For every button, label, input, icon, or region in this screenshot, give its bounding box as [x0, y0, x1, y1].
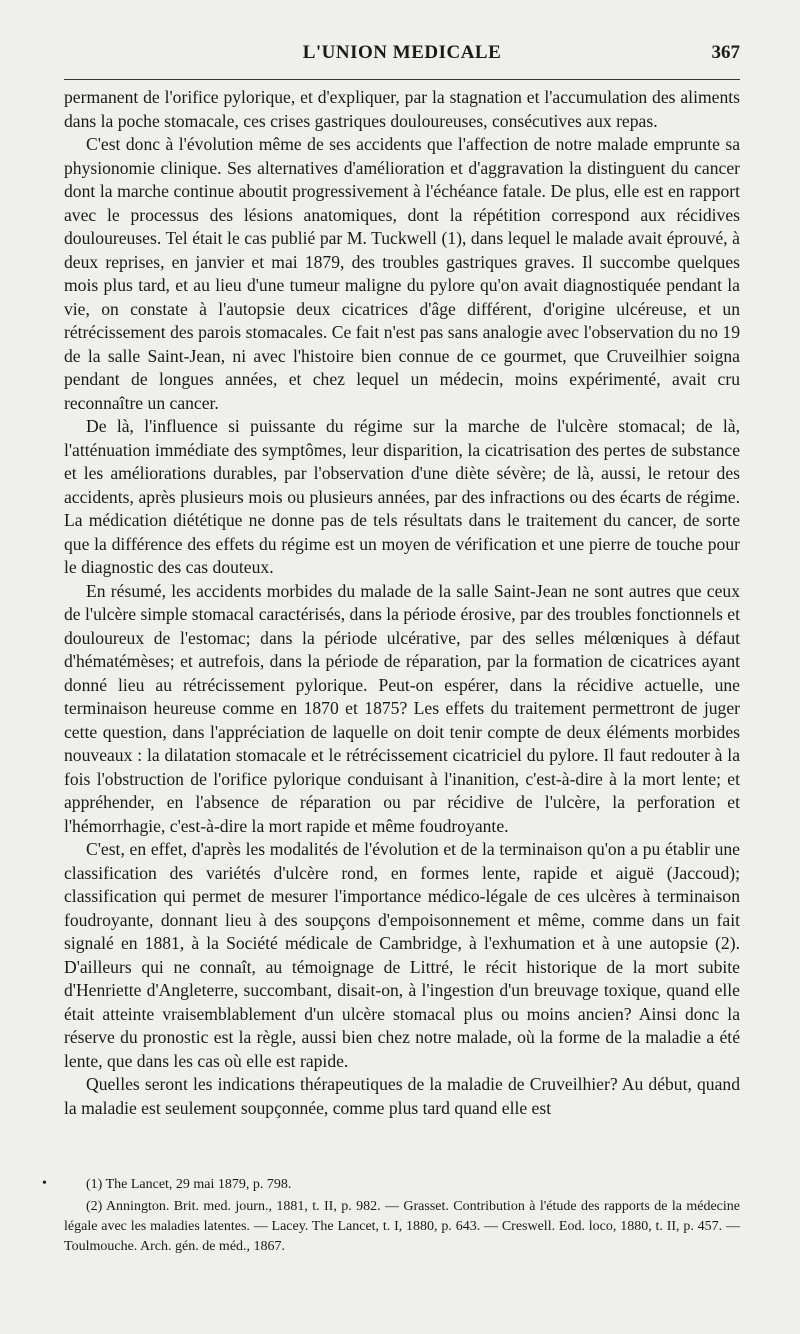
paragraph-5: C'est, en effet, d'après les modalités de l'évolution et de la terminaison qu'on a pu établir une classification des variétés d'ulcère rond, en formes lente, rapide et aiguë (Jaccoud); classification qui permet de mesurer l'importance médico-légale de ces ulcères à terminaison foudroyante, donnant lieu à des soupçons d'empoisonnement et même, comme dans un fait signalé en 1881, à la Société médicale de Cambridge, à l'exhumation et à une autopsie (2). D'ailleurs qui ne connaît, au témoignage de Littré, le récit historique de la mort subite d'Henriette d'Angleterre, succombant, disait-on, à l'ingestion d'un breuvage toxique, quand elle était atteinte vraisemblablement d'un ulcère stomacal plus ou moins ancien? Ainsi donc la réserve du pronostic est la règle, aussi bien chez notre malade, où la forme de la maladie a été lente, que dans les cas où elle est rapide.	[64, 839, 740, 1071]
footnote-2: (2) Annington. Brit. med. journ., 1881, t. II, p. 982. — Grasset. Contribution à l'étude des rapports de la médecine légale avec les maladies latentes. — Lacey. The Lancet, t. I, 1880, p. 643. — Creswell. Eod. loco, 1880, t. II, p. 457. — Toulmouche. Arch. gén. de méd., 1867.	[64, 1199, 740, 1254]
margin-mark: •	[42, 1176, 47, 1191]
running-title: L'UNION MEDICALE	[302, 42, 502, 63]
paragraph-4: En résumé, les accidents morbides du malade de la salle Saint-Jean ne sont autres que ceux de l'ulcère simple stomacal caractérisés, dans la période érosive, par des troubles fonctionnels et douloureux de l'estomac; dans la période ulcérative, par des selles mélœniques à défaut d'hématémèses; et autrefois, dans la période de réparation, par la formation de cicatrices ayant donné lieu au rétrécissement pylorique. Peut-on espérer, dans la récidive actuelle, une terminaison heureuse comme en 1870 et 1875? Les effets du traitement permettront de juger cette question, dans l'appréciation de laquelle on doit tenir compte de deux éléments morbides nouveaux : la dilatation stomacale et le rétrécissement cicatriciel du pylore. Il faut redouter à la fois l'obstruction de l'orifice pylorique conduisant à l'inanition, c'est-à-dire à la mort lente; et appréhender, en l'absence de réparation ou par récidive de l'ulcère, la perforation et l'hémorrhagie, c'est-à-dire la mort rapide et même foudroyante.	[64, 580, 740, 836]
header-rule	[64, 79, 740, 80]
paragraph-3: De là, l'influence si puissante du régime sur la marche de l'ulcère stomacal; de là, l'atténuation immédiate des symptômes, leur disparition, la cicatrisation des pertes de substance et les améliorations durables, par l'observation d'une diète sévère; de là, aussi, le retour des accidents, après plusieurs mois ou plusieurs années, par des infractions ou des écarts de régime. La médication diététique ne donne pas de tels résultats dans le traitement du cancer, de sorte que la différence des effets du régime est un moyen de vérification et une pierre de touche pour le diagnostic des cas douteux.	[64, 416, 740, 577]
body-text	[64, 86, 740, 1120]
footnotes	[64, 1175, 740, 1259]
footnote-1: (1) The Lancet, 29 mai 1879, p. 798.	[86, 1177, 292, 1192]
paragraph-1: permanent de l'orifice pylorique, et d'expliquer, par la stagnation et l'accumulation des aliments dans la poche stomacale, ces crises gastriques douloureuses, consécutives aux repas.	[64, 87, 740, 131]
page-number: 367	[711, 42, 740, 63]
paragraph-6: Quelles seront les indications thérapeutiques de la maladie de Cruveilhier? Au début, quand la maladie est seulement soupçonnée, comme plus tard quand elle est	[64, 1074, 740, 1118]
paragraph-2: C'est donc à l'évolution même de ses accidents que l'affection de notre malade emprunte sa physionomie clinique. Ses alternatives d'amélioration et d'aggravation la distinguent du cancer dont la marche continue aboutit progressivement à l'échéance fatale. De plus, elle est en rapport avec le processus des lésions anatomiques, dont la répétition correspond aux récidives douloureuses. Tel était le cas publié par M. Tuckwell (1), dans lequel le malade avait éprouvé, à deux reprises, en janvier et mai 1879, des troubles gastriques graves. Il succombe quelques mois plus tard, et au lieu d'une tumeur maligne du pylore qu'on avait diagnostiquée pendant la vie, on constate à l'autopsie deux cicatrices d'âge différent, d'origine ulcéreuse, et un rétrécissement des parois stomacales. Ce fait n'est pas sans analogie avec l'observation du no 19 de la salle Saint-Jean, ni avec l'histoire bien connue de ce gourmet, que Cruveilhier soigna pendant de longues années, et chez lequel un médecin, moins expérimenté, avait cru reconnaître un cancer.	[64, 134, 740, 413]
running-header	[64, 38, 740, 78]
